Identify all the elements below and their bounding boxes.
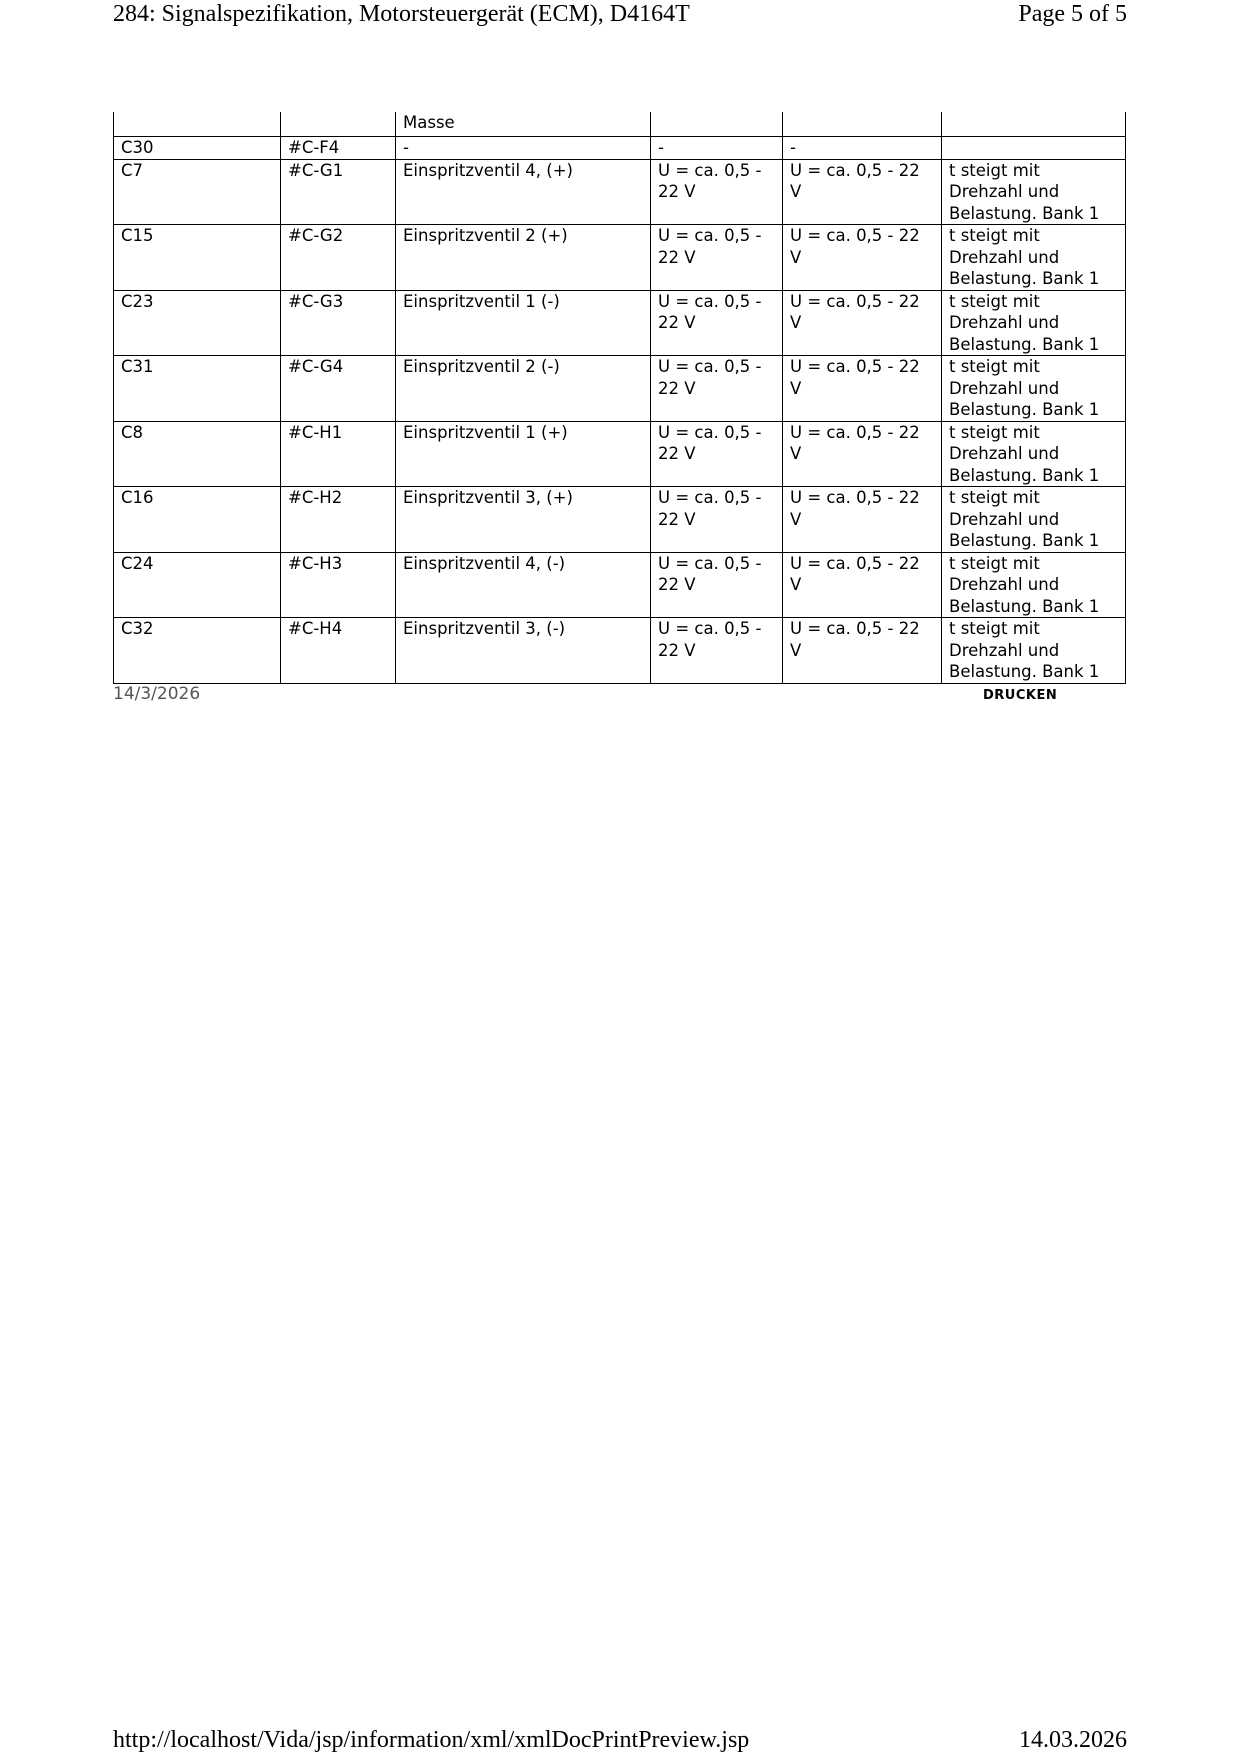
cell-pin: C15	[114, 225, 281, 291]
cell-connector: #C-H1	[281, 421, 396, 487]
cell-value-a: U = ca. 0,5 - 22 V	[651, 290, 783, 356]
cell-value-b: U = ca. 0,5 - 22 V	[783, 487, 942, 553]
cell-connector: #C-H3	[281, 552, 396, 618]
page-number: Page 5 of 5	[1018, 1, 1127, 27]
cell-pin: C16	[114, 487, 281, 553]
cell-value-a: -	[651, 137, 783, 160]
cell-value-b: U = ca. 0,5 - 22 V	[783, 225, 942, 291]
cell-pin: C31	[114, 356, 281, 422]
cell-signal: Einspritzventil 3, (-)	[396, 618, 651, 684]
cell-value-a: U = ca. 0,5 - 22 V	[651, 618, 783, 684]
cell-value-b: U = ca. 0,5 - 22 V	[783, 618, 942, 684]
cell-value-b: U = ca. 0,5 - 22 V	[783, 290, 942, 356]
document-title: 284: Signalspezifikation, Motorsteuergerät (ECM), D4164T	[113, 1, 690, 27]
cell-pin: C32	[114, 618, 281, 684]
cell-value-a: U = ca. 0,5 - 22 V	[651, 225, 783, 291]
print-button[interactable]: DRUCKEN	[983, 688, 1058, 703]
cell-signal: Einspritzventil 4, (+)	[396, 159, 651, 225]
cell-signal: Einspritzventil 4, (-)	[396, 552, 651, 618]
cell-value-b: -	[783, 137, 942, 160]
cell-value-a: U = ca. 0,5 - 22 V	[651, 356, 783, 422]
table-row-continuation	[114, 112, 1126, 137]
cell-value-b: U = ca. 0,5 - 22 V	[783, 421, 942, 487]
cell-value-b	[783, 112, 942, 137]
cell-connector: #C-G3	[281, 290, 396, 356]
table-row	[114, 137, 1126, 160]
cell-connector: #C-G4	[281, 356, 396, 422]
cell-remark: t steigt mit Drehzahl und Belastung. Bank 1	[942, 552, 1126, 618]
cell-signal: Einspritzventil 2 (+)	[396, 225, 651, 291]
cell-value-b: U = ca. 0,5 - 22 V	[783, 159, 942, 225]
cell-remark: t steigt mit Drehzahl und Belastung. Bank 1	[942, 421, 1126, 487]
cell-value-a	[651, 112, 783, 137]
cell-signal: -	[396, 137, 651, 160]
cell-signal: Einspritzventil 1 (-)	[396, 290, 651, 356]
cell-value-b: U = ca. 0,5 - 22 V	[783, 552, 942, 618]
cell-pin: C8	[114, 421, 281, 487]
cell-remark	[942, 137, 1126, 160]
cell-remark: t steigt mit Drehzahl und Belastung. Bank 1	[942, 618, 1126, 684]
cell-value-b: U = ca. 0,5 - 22 V	[783, 356, 942, 422]
cell-pin: C23	[114, 290, 281, 356]
table-row	[114, 356, 1126, 422]
signal-spec-table	[113, 112, 1126, 684]
cell-value-a: U = ca. 0,5 - 22 V	[651, 159, 783, 225]
cell-value-a: U = ca. 0,5 - 22 V	[651, 552, 783, 618]
table-row	[114, 421, 1126, 487]
print-date: 14/3/2026	[113, 684, 201, 704]
cell-remark: t steigt mit Drehzahl und Belastung. Bank 1	[942, 225, 1126, 291]
table-row	[114, 159, 1126, 225]
cell-remark: t steigt mit Drehzahl und Belastung. Bank 1	[942, 356, 1126, 422]
footer-date: 14.03.2026	[1019, 1727, 1127, 1753]
cell-remark	[942, 112, 1126, 137]
cell-connector: #C-G2	[281, 225, 396, 291]
cell-pin: C30	[114, 137, 281, 160]
cell-signal: Einspritzventil 2 (-)	[396, 356, 651, 422]
cell-remark: t steigt mit Drehzahl und Belastung. Bank 1	[942, 290, 1126, 356]
cell-pin: C24	[114, 552, 281, 618]
cell-signal: Einspritzventil 1 (+)	[396, 421, 651, 487]
cell-remark: t steigt mit Drehzahl und Belastung. Bank 1	[942, 487, 1126, 553]
cell-connector: #C-F4	[281, 137, 396, 160]
cell-value-a: U = ca. 0,5 - 22 V	[651, 421, 783, 487]
cell-connector: #C-G1	[281, 159, 396, 225]
signal-spec-table-body	[114, 112, 1126, 683]
cell-connector: #C-H4	[281, 618, 396, 684]
table-row	[114, 552, 1126, 618]
cell-signal: Einspritzventil 3, (+)	[396, 487, 651, 553]
cell-connector	[281, 112, 396, 137]
table-row	[114, 290, 1126, 356]
cell-remark: t steigt mit Drehzahl und Belastung. Bank 1	[942, 159, 1126, 225]
cell-pin: C7	[114, 159, 281, 225]
footer-url: http://localhost/Vida/jsp/information/xml/xmlDocPrintPreview.jsp	[113, 1727, 750, 1753]
table-row	[114, 487, 1126, 553]
cell-signal: Masse	[396, 112, 651, 137]
table-row	[114, 618, 1126, 684]
cell-connector: #C-H2	[281, 487, 396, 553]
table-row	[114, 225, 1126, 291]
cell-pin	[114, 112, 281, 137]
cell-value-a: U = ca. 0,5 - 22 V	[651, 487, 783, 553]
